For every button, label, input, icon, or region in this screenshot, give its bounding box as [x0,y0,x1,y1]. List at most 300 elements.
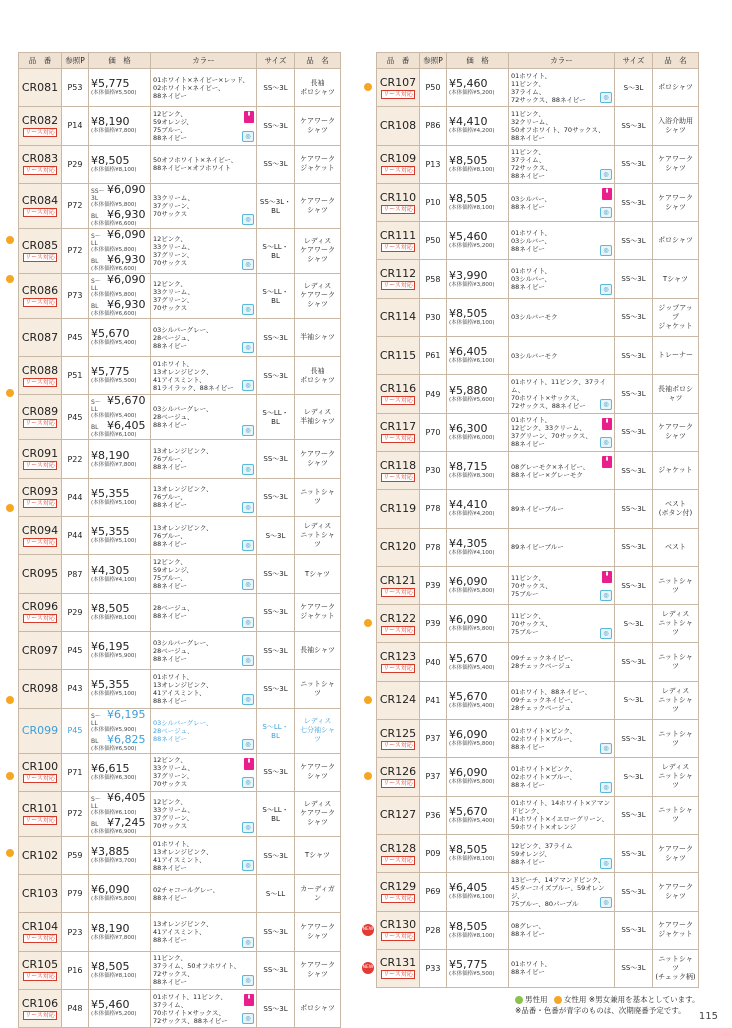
color-option: 76ブルー、 [153,455,187,464]
size-range: SS～3L [615,911,653,949]
product-name: ポロシャツ [658,83,693,92]
table-row [377,643,699,681]
care-mark-icon: ◎ [242,860,254,871]
size-range: SS～3L [615,451,653,489]
color-option: 41アイスミント、 [153,855,206,864]
header-code: 品 番 [19,53,62,69]
price-value: ¥6,300 [449,421,488,435]
price-value: ¥6,930 [107,252,146,266]
price-value: ¥5,460 [449,77,488,91]
color-option: 88ネイビー [153,893,187,902]
product-name: ニットシャツ [658,729,693,747]
product-name: シャツ [665,202,686,211]
reference-page: P45 [62,318,89,356]
product-name-cell [295,440,341,478]
care-mark-icon: ◎ [600,743,612,754]
care-mark-icon: ◎ [600,782,612,793]
price-value: ¥6,825 [107,732,146,746]
size-range: SS～3L [615,490,653,528]
product-code-cell [377,605,420,643]
reference-page: P78 [420,490,447,528]
color-option: 02チャコールグレー、 [153,885,220,894]
table-row [19,836,341,874]
color-option: 11ピンク、 [511,109,545,118]
female-dot-icon [6,504,14,512]
price-cell [89,273,151,318]
color-option: 11ピンク、 [511,611,545,620]
color-option: 13オレンジピンク、 [153,367,213,376]
lease-badge: リース対応 [383,665,413,673]
price-value: ¥6,090 [107,183,146,196]
product-name-cell [295,631,341,669]
price-base: (本体価格¥4,100) [449,549,495,556]
product-code: CR098 [21,681,59,695]
care-mark-icon: ◎ [600,92,612,103]
price-cell [447,605,509,643]
price-base: (本体価格¥6,100) [91,432,137,439]
product-name-cell [653,107,699,145]
price-line [449,882,506,894]
size-range: SS～3L [615,834,653,872]
lease-badge: リース対応 [25,167,55,175]
product-name: レディス [303,408,332,417]
price-cell [447,413,509,451]
price-line [91,763,148,775]
price-base: (本体価格¥5,800) [449,588,495,594]
color-option: 03シルバー、 [511,236,551,245]
product-code-cell [377,145,420,183]
care-mark-icon: ◎ [600,590,612,601]
price-cell [447,949,509,987]
price-line [91,229,148,247]
color-option: 01ホワイト、 [153,359,193,368]
size-range: SS～3L [257,913,295,951]
price-line [91,116,148,128]
product-name: ケアワークシャツ [300,809,335,827]
reference-page: P09 [420,834,447,872]
female-dot-icon [364,696,372,704]
care-mark-icon: ◎ [242,540,254,551]
price-line [449,576,506,588]
price-line [91,274,148,292]
product-code: CR105 [21,958,59,972]
price-cell [89,631,151,669]
product-code-cell [377,451,420,489]
lease-badge: リース対応 [383,397,413,405]
lease-badge: リース対応 [383,588,413,596]
price-line [449,614,506,626]
price-value: ¥4,410 [449,498,488,512]
new-badge-icon: NEW [362,924,374,936]
reference-page: P29 [62,593,89,631]
product-name-cell [295,395,341,440]
reference-page: P45 [62,395,89,440]
lease-badge: リース対応 [25,935,55,943]
price-value: ¥5,670 [449,689,488,703]
price-cell [89,357,151,395]
color-cell [151,791,257,836]
product-name: ポロシャツ [658,236,693,245]
color-cell [151,555,257,593]
product-code-cell [377,796,420,834]
price-value: ¥8,505 [91,153,130,167]
price-size-range: S～LL [91,277,101,292]
color-option: 28ベージュ、 [153,333,194,342]
table-row [19,791,341,836]
female-dot-icon [6,849,14,857]
price-base: (本体価格¥6,000) [449,434,495,441]
size-range: SS～3L [257,555,295,593]
color-option: 01ホワイト、 [153,672,193,681]
lease-badge: リース対応 [25,128,55,136]
color-option: 03シルバー、 [511,275,551,284]
size-range: S～LL・BL [257,273,295,318]
color-option: 13ピーチ、14アマンドピンク、 [511,875,605,884]
table-row [19,670,341,708]
price-value: ¥8,505 [449,306,488,320]
color-cell [151,69,257,107]
product-name: レディス [661,686,690,695]
color-option: 01ホワイト、88ネイビー、 [511,688,592,697]
price-base: (本体価格¥5,900) [91,653,137,660]
product-name-cell [295,791,341,836]
price-base: (本体価格¥5,800) [449,779,495,786]
color-option: 01ホワイト、 [511,267,551,276]
table-row [377,413,699,451]
size-range: SS～3L [615,949,653,987]
reference-page: P73 [62,273,89,318]
color-cell [509,758,615,796]
product-name: ジャケット [658,321,693,330]
product-code: CR118 [379,458,417,472]
lease-badge: リース対応 [25,298,55,306]
product-name-cell [295,990,341,1028]
price-size-range: S～LL [91,399,101,414]
color-option: 08グレー、 [511,922,546,931]
price-line [449,385,506,397]
size-range: S～LL・BL [257,708,295,753]
color-option: 88ネイビー [153,91,187,100]
price-cell [447,528,509,566]
price-line [91,254,148,266]
product-name: ポロシャツ [300,87,335,96]
price-base: (本体価格¥5,800) [91,201,137,208]
product-name: カーディガン [300,884,335,902]
product-code-cell [377,337,420,375]
reference-page: P30 [420,451,447,489]
product-name: 半袖シャツ [300,417,335,426]
color-option: 88ネイビー [153,341,187,350]
product-name-cell [295,555,341,593]
reference-page: P72 [62,183,89,228]
price-value: ¥7,245 [107,815,146,829]
price-value: ¥5,355 [91,525,130,539]
size-range: SS～3L [257,593,295,631]
table-row [19,395,341,440]
price-cell [89,517,151,555]
price-value: ¥6,405 [449,881,488,895]
size-range: S～3L [257,517,295,555]
lease-badge: リース対応 [25,538,55,546]
care-mark-icon: ◎ [242,342,254,353]
price-value: ¥3,990 [449,268,488,282]
product-name-cell [653,183,699,221]
price-base: (本体価格¥5,500) [91,90,137,97]
price-cell [447,490,509,528]
table-row [377,834,699,872]
color-option: 37グリーン、 [153,295,194,304]
product-name: ケアワークシャツ [300,246,335,264]
table-row [19,478,341,516]
female-dot-icon [6,696,14,704]
reference-page: P37 [420,720,447,758]
reference-page: P13 [420,145,447,183]
female-dot-icon [6,772,14,780]
product-name-cell [653,490,699,528]
product-code-cell [377,834,420,872]
price-base: (本体価格¥5,500) [449,970,495,977]
price-line [449,844,506,856]
size-range: S～3L [615,681,653,719]
table-row [377,681,699,719]
color-option: 08グレーモク×ネイビー、 [511,462,590,471]
price-base: (本体価格¥5,800) [91,246,137,253]
price-line [449,921,506,933]
color-option: 12ピンク、 [153,797,187,806]
price-size-range: BL [91,302,99,310]
price-base: (本体価格¥3,700) [91,858,137,864]
price-base: (本体価格¥5,500) [91,378,137,385]
price-size-range: BL [91,424,99,432]
color-cell [151,318,257,356]
color-cell [151,183,257,228]
price-cell [447,451,509,489]
color-cell [509,222,615,260]
product-code-cell [377,566,420,604]
care-mark-icon: ◎ [242,425,254,436]
price-line [449,729,506,741]
header-code: 品 番 [377,53,420,69]
female-dot-icon [554,996,562,1004]
size-range: SS～3L [257,357,295,395]
table-row [19,631,341,669]
color-option: 88ネイビー [511,780,545,789]
product-code: CR129 [379,879,417,893]
product-name: ケアワーク [658,844,693,853]
table-row [19,593,341,631]
price-line [91,328,148,340]
price-cell [447,873,509,911]
product-code-cell [377,873,420,911]
product-name-cell [653,873,699,911]
price-line [449,78,506,90]
size-range: SS～3L [615,298,653,336]
feature-tag-icon: ▮ [602,456,612,468]
product-code: CR115 [379,348,417,362]
lease-badge: リース対応 [25,500,55,508]
price-cell [447,643,509,681]
reference-page: P71 [62,753,89,791]
color-cell [151,708,257,753]
size-range: S～LL・BL [257,228,295,273]
table-row [19,357,341,395]
product-name: (チェック柄) [655,972,696,981]
product-name-cell [653,298,699,336]
color-option: 37ライム、 [511,87,546,96]
product-name: シャツ [665,432,686,441]
price-base: (本体価格¥5,200) [91,1011,137,1018]
table-row [377,145,699,183]
color-cell [151,836,257,874]
product-name-cell [653,222,699,260]
product-code: CR107 [379,75,417,89]
table-row [377,796,699,834]
color-option: 70サックス [153,821,188,830]
lease-badge: リース対応 [383,626,413,634]
size-range: S～LL・BL [257,791,295,836]
color-option: 70サックス [153,780,188,789]
product-name: ケアワーク [300,923,335,932]
price-base: (本体価格¥4,100) [91,576,137,583]
product-code-cell [19,631,62,669]
product-name: ケアワーク [300,155,335,164]
product-name: レディス [661,763,690,772]
size-range: SS～3L [257,440,295,478]
price-base: (本体価格¥8,100) [91,972,137,979]
care-mark-icon: ◎ [242,822,254,833]
price-line [91,999,148,1011]
color-option: 03シルバーモク [511,313,558,322]
price-value: ¥5,775 [449,957,488,971]
product-code: CR116 [379,382,417,396]
care-mark-icon: ◎ [242,975,254,986]
product-name-cell [653,375,699,413]
care-mark-icon: ◎ [242,694,254,705]
product-code-cell [377,490,420,528]
product-code-cell [19,708,62,753]
price-line [449,767,506,779]
care-mark-icon: ◎ [242,655,254,666]
price-line [91,603,148,615]
product-code-cell [19,517,62,555]
color-option: 09チェックネイビー、 [511,654,577,663]
product-name: ケアワーク [658,423,693,432]
product-code: CR089 [21,405,59,419]
reference-page: P72 [62,791,89,836]
lease-badge: リース対応 [383,971,413,979]
price-base: (本体価格¥5,800) [91,291,137,298]
price-line [449,116,506,128]
product-code: CR093 [21,485,59,499]
color-option: 11ピンク、 [511,573,545,582]
color-cell [509,873,615,911]
reference-page: P78 [420,528,447,566]
reference-page: P72 [62,228,89,273]
reference-page: P10 [420,183,447,221]
product-name: トレーナー [658,351,693,360]
product-name-cell [295,478,341,516]
table-row [377,490,699,528]
product-name-cell [295,183,341,228]
price-value: ¥5,355 [91,486,130,500]
lease-badge: リース対応 [383,243,413,251]
color-option: 88ネイビー [153,734,187,743]
table-row [19,183,341,228]
color-option: 75ブルー、 [153,574,187,583]
color-option: 01ホワイト、 [511,71,551,80]
price-value: ¥8,505 [449,919,488,933]
table-row [377,605,699,643]
color-option: 01ホワイト、 [153,839,193,848]
product-code: CR081 [21,80,59,94]
product-name: ケアワーク [300,961,335,970]
color-option: 02ホワイト×ブルー、 [511,734,577,743]
color-option: 13オレンジピンク、 [153,920,213,929]
size-range: S～3L [615,605,653,643]
product-name: シャツ [307,205,328,214]
color-option: 03シルバーモク [511,351,558,360]
color-cell [151,478,257,516]
product-name: ジャケット [300,612,335,621]
product-code: CR096 [21,600,59,614]
product-name: ケアワーク [658,921,693,930]
color-option: 01ホワイト、11ピンク、37ライム、 [511,378,606,395]
price-base: (本体価格¥4,200) [449,128,495,135]
product-name: ニットシャツ [658,653,693,671]
product-code-cell [19,836,62,874]
color-option: 72サックス、88ネイビー [511,402,586,411]
product-name: シャツ [665,853,686,862]
product-name: シャツ [307,932,328,941]
product-name: Tシャツ [304,569,331,578]
feature-tag-icon: ▮ [244,758,254,770]
table-row [377,949,699,987]
color-option: 01ホワイト、 [511,416,551,425]
product-code-cell [19,228,62,273]
product-name-cell [295,517,341,555]
color-cell [151,228,257,273]
header-price: 価 格 [447,53,509,69]
lease-badge: リース対応 [383,90,413,98]
product-code-cell [377,107,420,145]
female-dot-icon [364,772,372,780]
reference-page: P44 [62,517,89,555]
table-row [19,228,341,273]
color-option: 01ホワイト、14ホワイト×アマンドピンク、 [511,799,611,816]
lease-badge: リース対応 [25,253,55,261]
product-code-cell [19,395,62,440]
product-name: レディス [303,282,332,291]
price-cell [447,107,509,145]
price-value: ¥5,670 [107,394,146,408]
price-cell [89,555,151,593]
product-name: ケアワーク [658,155,693,164]
male-dot-icon [515,996,523,1004]
price-line [449,499,506,511]
price-base: (本体価格¥5,400) [91,340,137,347]
price-size-range: S～LL [91,712,101,727]
color-option: 12ピンク、37ライム [511,841,573,850]
color-cell [151,395,257,440]
price-cell [89,753,151,791]
price-line [91,961,148,973]
size-range: SS～3L [615,107,653,145]
product-name-cell [295,836,341,874]
color-option: 88ネイビー [511,283,545,292]
color-option: 12ピンク、 [153,109,187,118]
table-row [377,758,699,796]
price-size-range: S～LL [91,232,101,247]
